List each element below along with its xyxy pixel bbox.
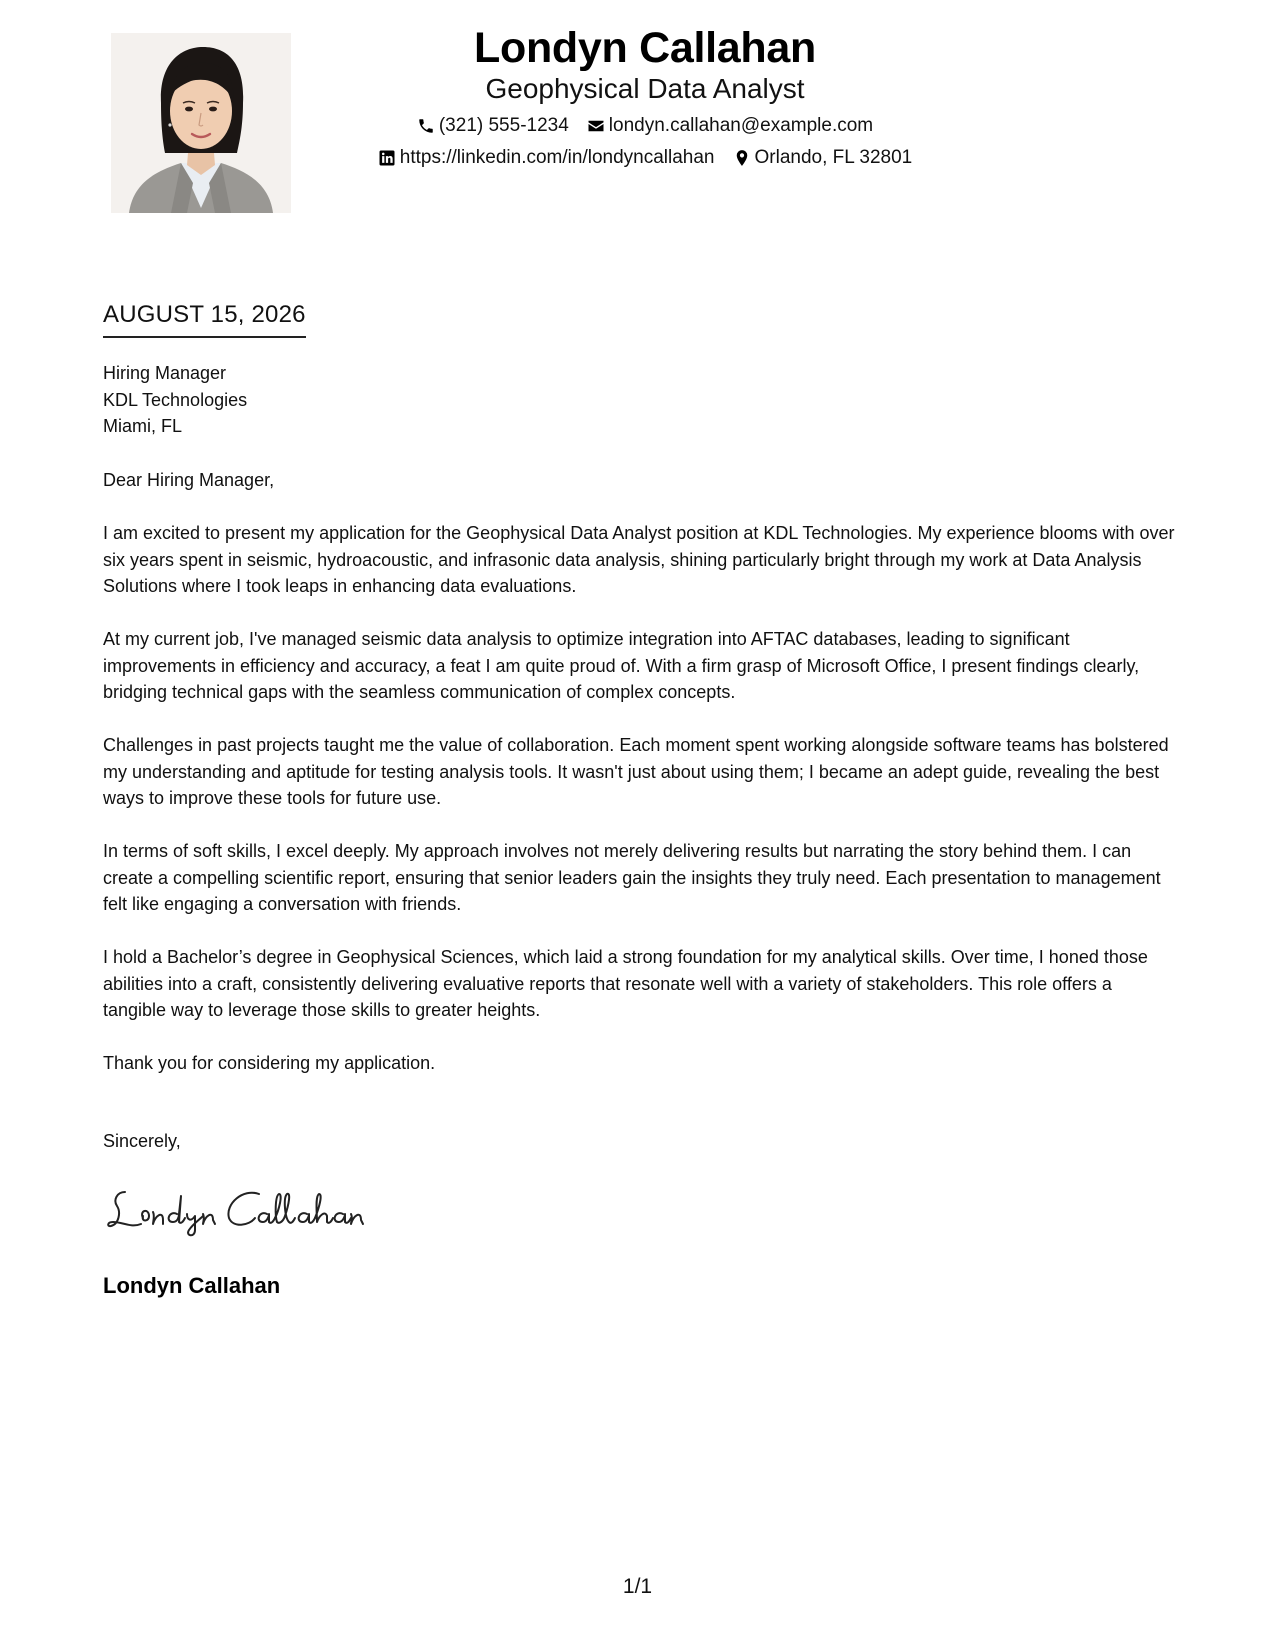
- body-paragraph: I am excited to present my application for the Geophysical Data Analyst position at KDL Technologies. My experience blooms with over six years spent in seismic, hydroacoustic, and infrasonic data analysis, shining particularly bright through my work at Data Analysis Solutions where I took leaps in enhancing data evaluations.: [103, 523, 1175, 596]
- location-text: Orlando, FL 32801: [754, 147, 913, 168]
- phone-text: (321) 555-1234: [438, 115, 569, 136]
- recipient-name: Hiring Manager: [103, 363, 227, 383]
- contact-email[interactable]: [587, 115, 873, 137]
- contact-location: [733, 147, 913, 169]
- letter-body: [103, 467, 1178, 1103]
- contact-line-secondary: [330, 147, 960, 169]
- handwritten-signature: [103, 1180, 373, 1240]
- letter-header: [330, 22, 960, 169]
- contact-line-primary: [330, 115, 960, 137]
- phone-icon: [417, 117, 435, 135]
- recipient-location: Miami, FL: [103, 416, 183, 436]
- body-paragraph: Challenges in past projects taught me the value of collaboration. Each moment spent working alongside software teams has bolstered my understanding and aptitude for testing analysis tools. It wasn't just about using them; I became an adept guide, revealing the best ways to improve these tools for future use.: [103, 735, 1169, 808]
- linkedin-text: https://linkedin.com/in/londyncallahan: [399, 147, 715, 168]
- recipient-company: KDL Technologies: [103, 389, 248, 410]
- page-number: 1/1: [622, 1575, 653, 1598]
- greeting: Dear Hiring Manager,: [103, 470, 275, 490]
- map-pin-icon: [733, 149, 751, 167]
- body-paragraph: I hold a Bachelor’s degree in Geophysical Sciences, which laid a strong foundation for my analytical skills. Over time, I honed those abilities into a craft, consistently delivering evaluative reports that resonate well with a variety of stakeholders. This role offers a tangible way to leverage those skills to greater heights.: [103, 947, 1148, 1020]
- signer-name: Londyn Callahan: [103, 1273, 281, 1298]
- applicant-name: Londyn Callahan: [474, 24, 816, 72]
- closing: Sincerely,: [103, 1131, 181, 1151]
- body-paragraph: In terms of soft skills, I excel deeply. My approach involves not merely delivering results but narrating the story behind them. I can create a compelling scientific report, ensuring that senior leaders gain the insights they truly need. Each presentation to management felt like engaging a conversation with friends.: [103, 841, 1161, 914]
- applicant-title: Geophysical Data Analyst: [485, 73, 805, 104]
- contact-phone[interactable]: [417, 115, 569, 137]
- recipient-block: [103, 360, 247, 440]
- envelope-icon: [587, 117, 605, 135]
- body-paragraph: Thank you for considering my application.: [103, 1053, 436, 1073]
- profile-photo: [111, 33, 291, 213]
- linkedin-icon: [378, 149, 396, 167]
- email-text: londyn.callahan@example.com: [608, 115, 874, 136]
- body-paragraph: At my current job, I've managed seismic data analysis to optimize integration into AFTAC databases, leading to significant improvements in efficiency and accuracy, a feat I am quite proud of. With a firm grasp of Microsoft Office, I present findings clearly, bridging technical gaps with the seamless communication of complex concepts.: [103, 629, 1140, 702]
- contact-linkedin[interactable]: [378, 147, 715, 169]
- letter-date: AUGUST 15, 2026: [103, 300, 306, 338]
